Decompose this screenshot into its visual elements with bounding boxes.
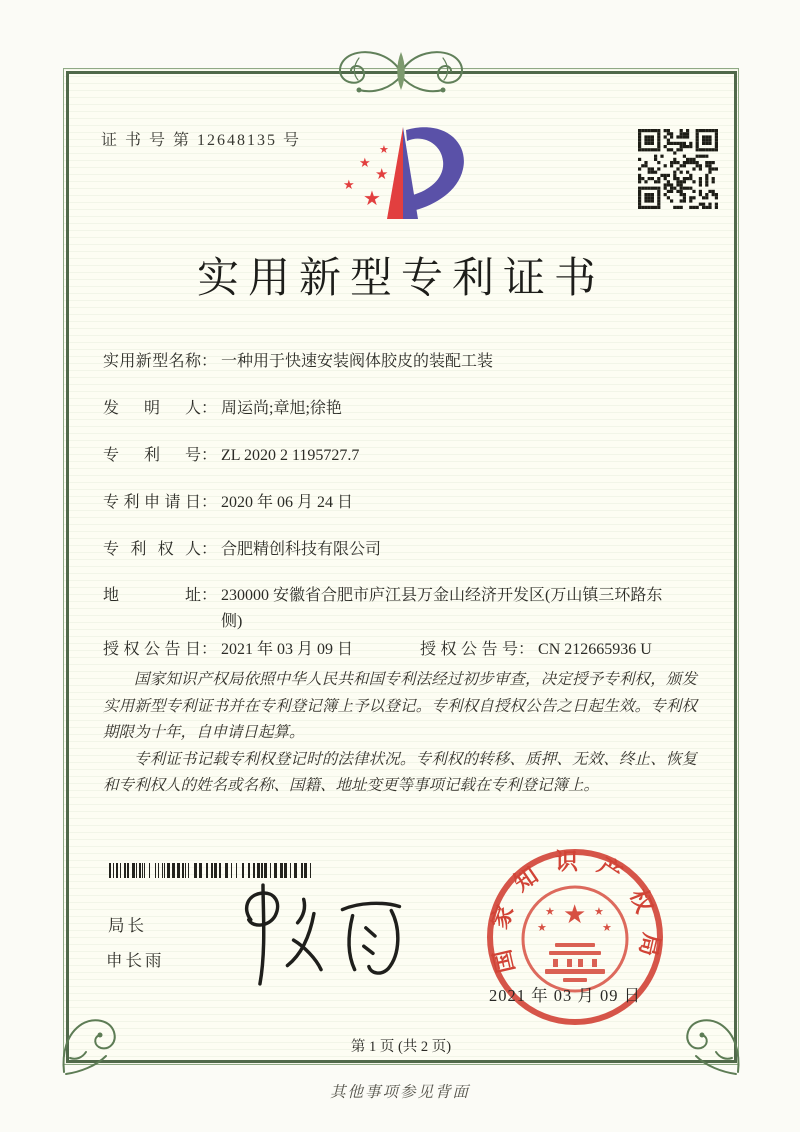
svg-text:★: ★ [343,178,355,193]
page-number: 第 1 页 (共 2 页) [350,1039,452,1055]
field-inventors [103,396,342,422]
field-label: 授权公告日 [103,641,201,658]
svg-text:★: ★ [545,905,555,918]
field-value: 2021 年 03 月 09 日 [221,641,354,658]
field-value: CN 212665936 U [538,641,652,658]
field-utility-model-name [103,349,493,375]
svg-text:★: ★ [375,165,389,183]
field-colon: ： [201,353,218,370]
certificate-sheet [63,68,739,1065]
logo-p-bowl [406,127,464,210]
legal-paragraph: 国家知识产权局依照中华人民共和国专利法经过初步审查，决定授予专利权，颁发实用新型专利证书并在专利登记簿上予以登记。专利权自授权公告之日起生效。专利权期限为十年，自申请日起算。 [103,671,697,741]
field-label: 专利号 [103,447,201,464]
seal-arc-text: 国家知识产权局 [485,849,665,976]
qr-code [638,129,718,209]
field-value: 2020 年 06 月 24 日 [221,494,354,511]
field-colon: ： [201,641,218,658]
field-colon: ： [201,494,218,511]
certificate-number: 证 书 号 第 12648135 号 [101,132,302,149]
back-note: 其他事项参见背面 [329,1084,470,1101]
field-colon: ： [201,447,218,464]
field-address [103,583,683,635]
svg-text:★: ★ [379,143,389,156]
field-filing-date [103,490,353,516]
field-colon: ： [201,587,218,604]
field-value: ZL 2020 2 1195727.7 [221,447,360,464]
logo-stars [343,143,389,210]
svg-text:★: ★ [359,156,371,171]
svg-text:★: ★ [602,921,612,934]
certificate-title: 实用新型专利证书 [196,256,605,302]
legal-text [103,667,697,800]
field-patent-number [103,443,359,469]
signature-handwriting-icon [219,879,419,991]
barcode [109,863,311,878]
logo-triangle-left [387,127,403,219]
field-patentee [103,537,381,563]
field-grant-number [420,637,652,663]
field-label: 专利权人 [103,541,201,558]
field-value: 230000 安徽省合肥市庐江县万金山经济开发区(万山镇三环路东侧) [221,587,663,630]
svg-text:★: ★ [563,900,587,930]
svg-text:★: ★ [537,921,547,934]
national-emblem-icon [523,887,627,991]
field-colon: ： [201,400,218,417]
field-label: 授权公告号 [420,641,518,658]
field-value: 一种用于快速安装阀体胶皮的装配工装 [221,353,494,370]
field-colon: ： [201,541,218,558]
official-seal [475,837,675,1047]
field-label: 地址 [103,587,201,604]
signer-title: 局长 [108,916,147,935]
field-value: 周运尚;章旭;徐艳 [221,400,342,417]
legal-paragraph: 专利证书记载专利权登记时的法律状况。专利权的转移、质押、无效、终止、恢复和专利权人的姓名或名称、国籍、地址变更等事项记载在专利登记簿上。 [103,750,697,794]
top-ornament-icon [301,42,501,106]
field-label: 实用新型名称 [103,353,201,370]
svg-text:★: ★ [594,905,604,918]
seal-date: 2021 年 03 月 09 日 [488,986,642,1005]
field-label: 专利申请日 [103,494,201,511]
field-label: 发明人 [103,400,201,417]
field-colon: ： [518,641,535,658]
signer-name: 申长雨 [106,951,165,970]
svg-text:★: ★ [363,186,381,210]
field-value: 合肥精创科技有限公司 [221,541,382,558]
cnipa-logo [337,117,485,245]
